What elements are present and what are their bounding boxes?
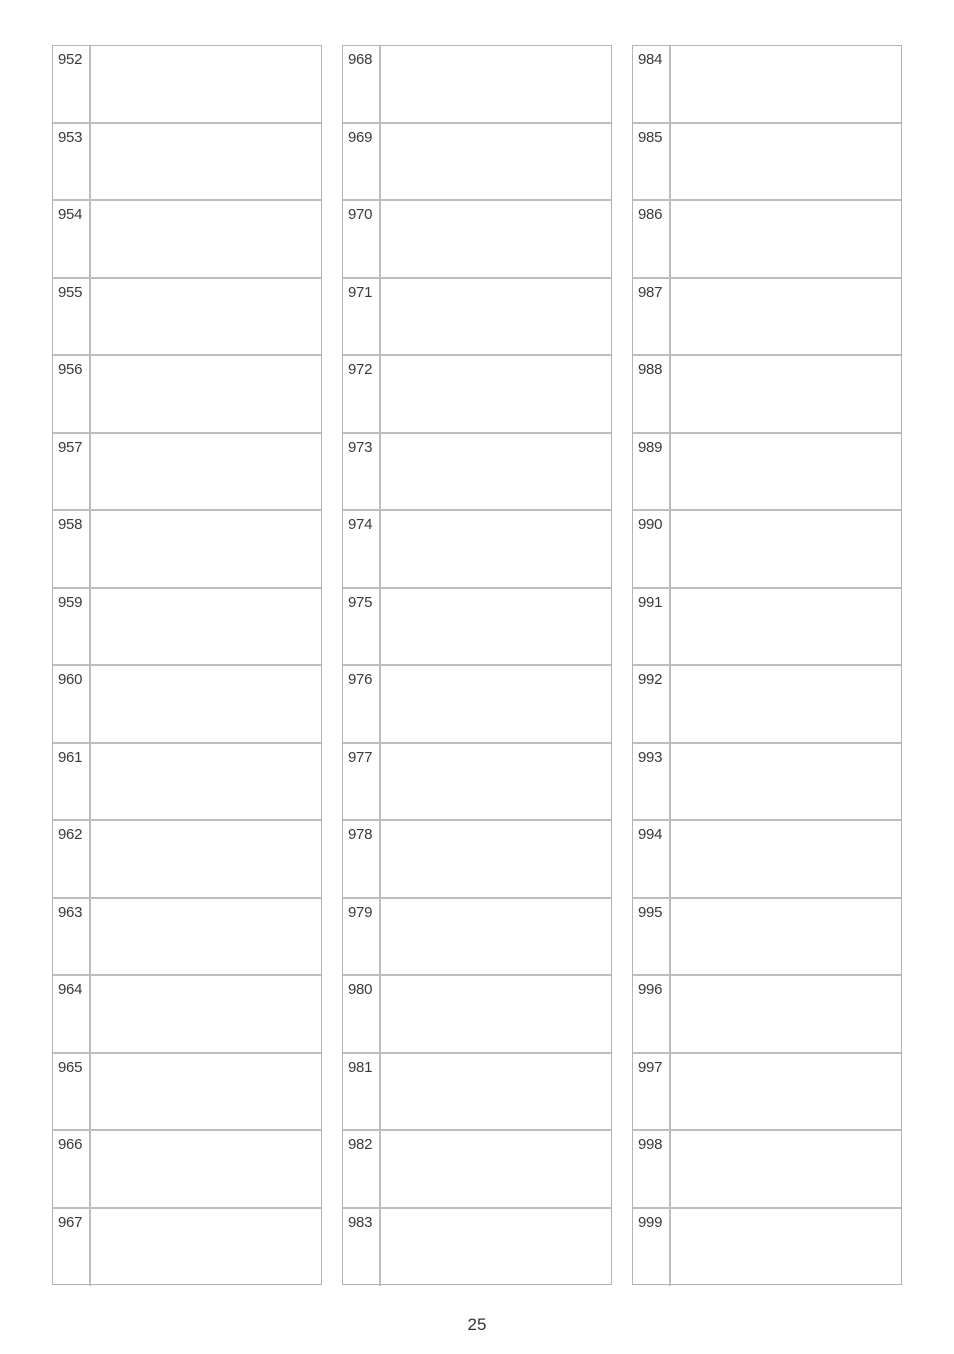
row-number: 984 (633, 46, 671, 122)
table-row (633, 46, 901, 124)
table-row (343, 124, 611, 202)
entry-field[interactable] (671, 666, 901, 742)
entry-field[interactable] (671, 589, 901, 665)
table-row (53, 124, 321, 202)
entry-field[interactable] (381, 356, 611, 432)
entry-field[interactable] (91, 46, 321, 122)
table-row (53, 511, 321, 589)
row-number: 957 (53, 434, 91, 510)
row-number: 988 (633, 356, 671, 432)
entry-column-1 (52, 45, 322, 1285)
entry-field[interactable] (91, 744, 321, 820)
row-number: 982 (343, 1131, 381, 1207)
table-row (53, 976, 321, 1054)
entry-field[interactable] (671, 1054, 901, 1130)
entry-field[interactable] (671, 511, 901, 587)
table-row (53, 201, 321, 279)
row-number: 953 (53, 124, 91, 200)
table-row (53, 666, 321, 744)
table-row (53, 821, 321, 899)
entry-field[interactable] (91, 1209, 321, 1287)
row-number: 991 (633, 589, 671, 665)
entry-field[interactable] (381, 201, 611, 277)
row-number: 972 (343, 356, 381, 432)
entry-field[interactable] (91, 976, 321, 1052)
row-number: 961 (53, 744, 91, 820)
table-row (343, 356, 611, 434)
table-row (53, 899, 321, 977)
table-row (53, 279, 321, 357)
row-number: 968 (343, 46, 381, 122)
entry-field[interactable] (381, 976, 611, 1052)
entry-field[interactable] (671, 1131, 901, 1207)
table-row (633, 434, 901, 512)
table-row (53, 434, 321, 512)
table-row (343, 434, 611, 512)
table-row (633, 279, 901, 357)
page-number: 25 (467, 1315, 487, 1334)
entry-field[interactable] (671, 899, 901, 975)
table-row (633, 899, 901, 977)
row-number: 985 (633, 124, 671, 200)
row-number: 996 (633, 976, 671, 1052)
table-row (633, 356, 901, 434)
entry-field[interactable] (381, 511, 611, 587)
entry-field[interactable] (671, 821, 901, 897)
entry-field[interactable] (671, 356, 901, 432)
row-number: 994 (633, 821, 671, 897)
table-row (633, 1054, 901, 1132)
entry-field[interactable] (671, 124, 901, 200)
table-row (633, 1131, 901, 1209)
table-row (633, 821, 901, 899)
row-number: 971 (343, 279, 381, 355)
entry-field[interactable] (671, 1209, 901, 1287)
row-number: 969 (343, 124, 381, 200)
row-number: 962 (53, 821, 91, 897)
row-number: 964 (53, 976, 91, 1052)
row-number: 986 (633, 201, 671, 277)
row-number: 967 (53, 1209, 91, 1287)
row-number: 992 (633, 666, 671, 742)
table-row (343, 1131, 611, 1209)
entry-field[interactable] (381, 1054, 611, 1130)
entry-field[interactable] (671, 744, 901, 820)
entry-field[interactable] (381, 666, 611, 742)
table-row (343, 201, 611, 279)
table-row (343, 589, 611, 667)
entry-field[interactable] (91, 899, 321, 975)
entry-field[interactable] (671, 201, 901, 277)
entry-field[interactable] (381, 1209, 611, 1287)
entry-field[interactable] (91, 1054, 321, 1130)
entry-field[interactable] (381, 434, 611, 510)
row-number: 959 (53, 589, 91, 665)
table-row (343, 46, 611, 124)
table-row (53, 1131, 321, 1209)
table-row (53, 356, 321, 434)
entry-field[interactable] (91, 511, 321, 587)
entry-field[interactable] (91, 124, 321, 200)
entry-field[interactable] (671, 46, 901, 122)
entry-field[interactable] (381, 46, 611, 122)
row-number: 976 (343, 666, 381, 742)
entry-field[interactable] (91, 589, 321, 665)
entry-field[interactable] (671, 279, 901, 355)
entry-field[interactable] (381, 124, 611, 200)
table-row (633, 511, 901, 589)
entry-field[interactable] (381, 821, 611, 897)
table-row (633, 201, 901, 279)
row-number: 979 (343, 899, 381, 975)
row-number: 960 (53, 666, 91, 742)
entry-field[interactable] (91, 821, 321, 897)
table-row (343, 1209, 611, 1287)
table-row (343, 279, 611, 357)
row-number: 965 (53, 1054, 91, 1130)
entry-field[interactable] (381, 744, 611, 820)
table-row (53, 589, 321, 667)
row-number: 989 (633, 434, 671, 510)
row-number: 974 (343, 511, 381, 587)
row-number: 983 (343, 1209, 381, 1287)
table-row (633, 589, 901, 667)
row-number: 973 (343, 434, 381, 510)
row-number: 993 (633, 744, 671, 820)
row-number: 998 (633, 1131, 671, 1207)
entry-column-2 (342, 45, 612, 1285)
row-number: 995 (633, 899, 671, 975)
table-row (343, 511, 611, 589)
entry-field[interactable] (91, 279, 321, 355)
entry-field[interactable] (671, 976, 901, 1052)
row-number: 958 (53, 511, 91, 587)
row-number: 977 (343, 744, 381, 820)
table-row (633, 124, 901, 202)
row-number: 978 (343, 821, 381, 897)
table-row (633, 1209, 901, 1287)
table-row (343, 744, 611, 822)
table-row (53, 46, 321, 124)
entry-field[interactable] (91, 356, 321, 432)
table-row (343, 899, 611, 977)
entry-field[interactable] (381, 279, 611, 355)
table-row (633, 666, 901, 744)
entry-field[interactable] (381, 899, 611, 975)
table-row (343, 1054, 611, 1132)
table-row (53, 1054, 321, 1132)
row-number: 981 (343, 1054, 381, 1130)
row-number: 997 (633, 1054, 671, 1130)
row-number: 987 (633, 279, 671, 355)
row-number: 970 (343, 201, 381, 277)
entry-field[interactable] (91, 666, 321, 742)
row-number: 963 (53, 899, 91, 975)
entry-field[interactable] (381, 589, 611, 665)
row-number: 990 (633, 511, 671, 587)
table-row (343, 666, 611, 744)
row-number: 955 (53, 279, 91, 355)
entry-field[interactable] (381, 1131, 611, 1207)
table-row (633, 744, 901, 822)
row-number: 956 (53, 356, 91, 432)
entry-field[interactable] (671, 434, 901, 510)
entry-field[interactable] (91, 201, 321, 277)
entry-column-3 (632, 45, 902, 1285)
row-number: 952 (53, 46, 91, 122)
table-row (53, 744, 321, 822)
row-number: 966 (53, 1131, 91, 1207)
row-number: 980 (343, 976, 381, 1052)
table-row (343, 976, 611, 1054)
table-row (343, 821, 611, 899)
row-number: 954 (53, 201, 91, 277)
row-number: 975 (343, 589, 381, 665)
entry-field[interactable] (91, 1131, 321, 1207)
row-number: 999 (633, 1209, 671, 1287)
table-row (633, 976, 901, 1054)
entry-field[interactable] (91, 434, 321, 510)
table-row (53, 1209, 321, 1287)
